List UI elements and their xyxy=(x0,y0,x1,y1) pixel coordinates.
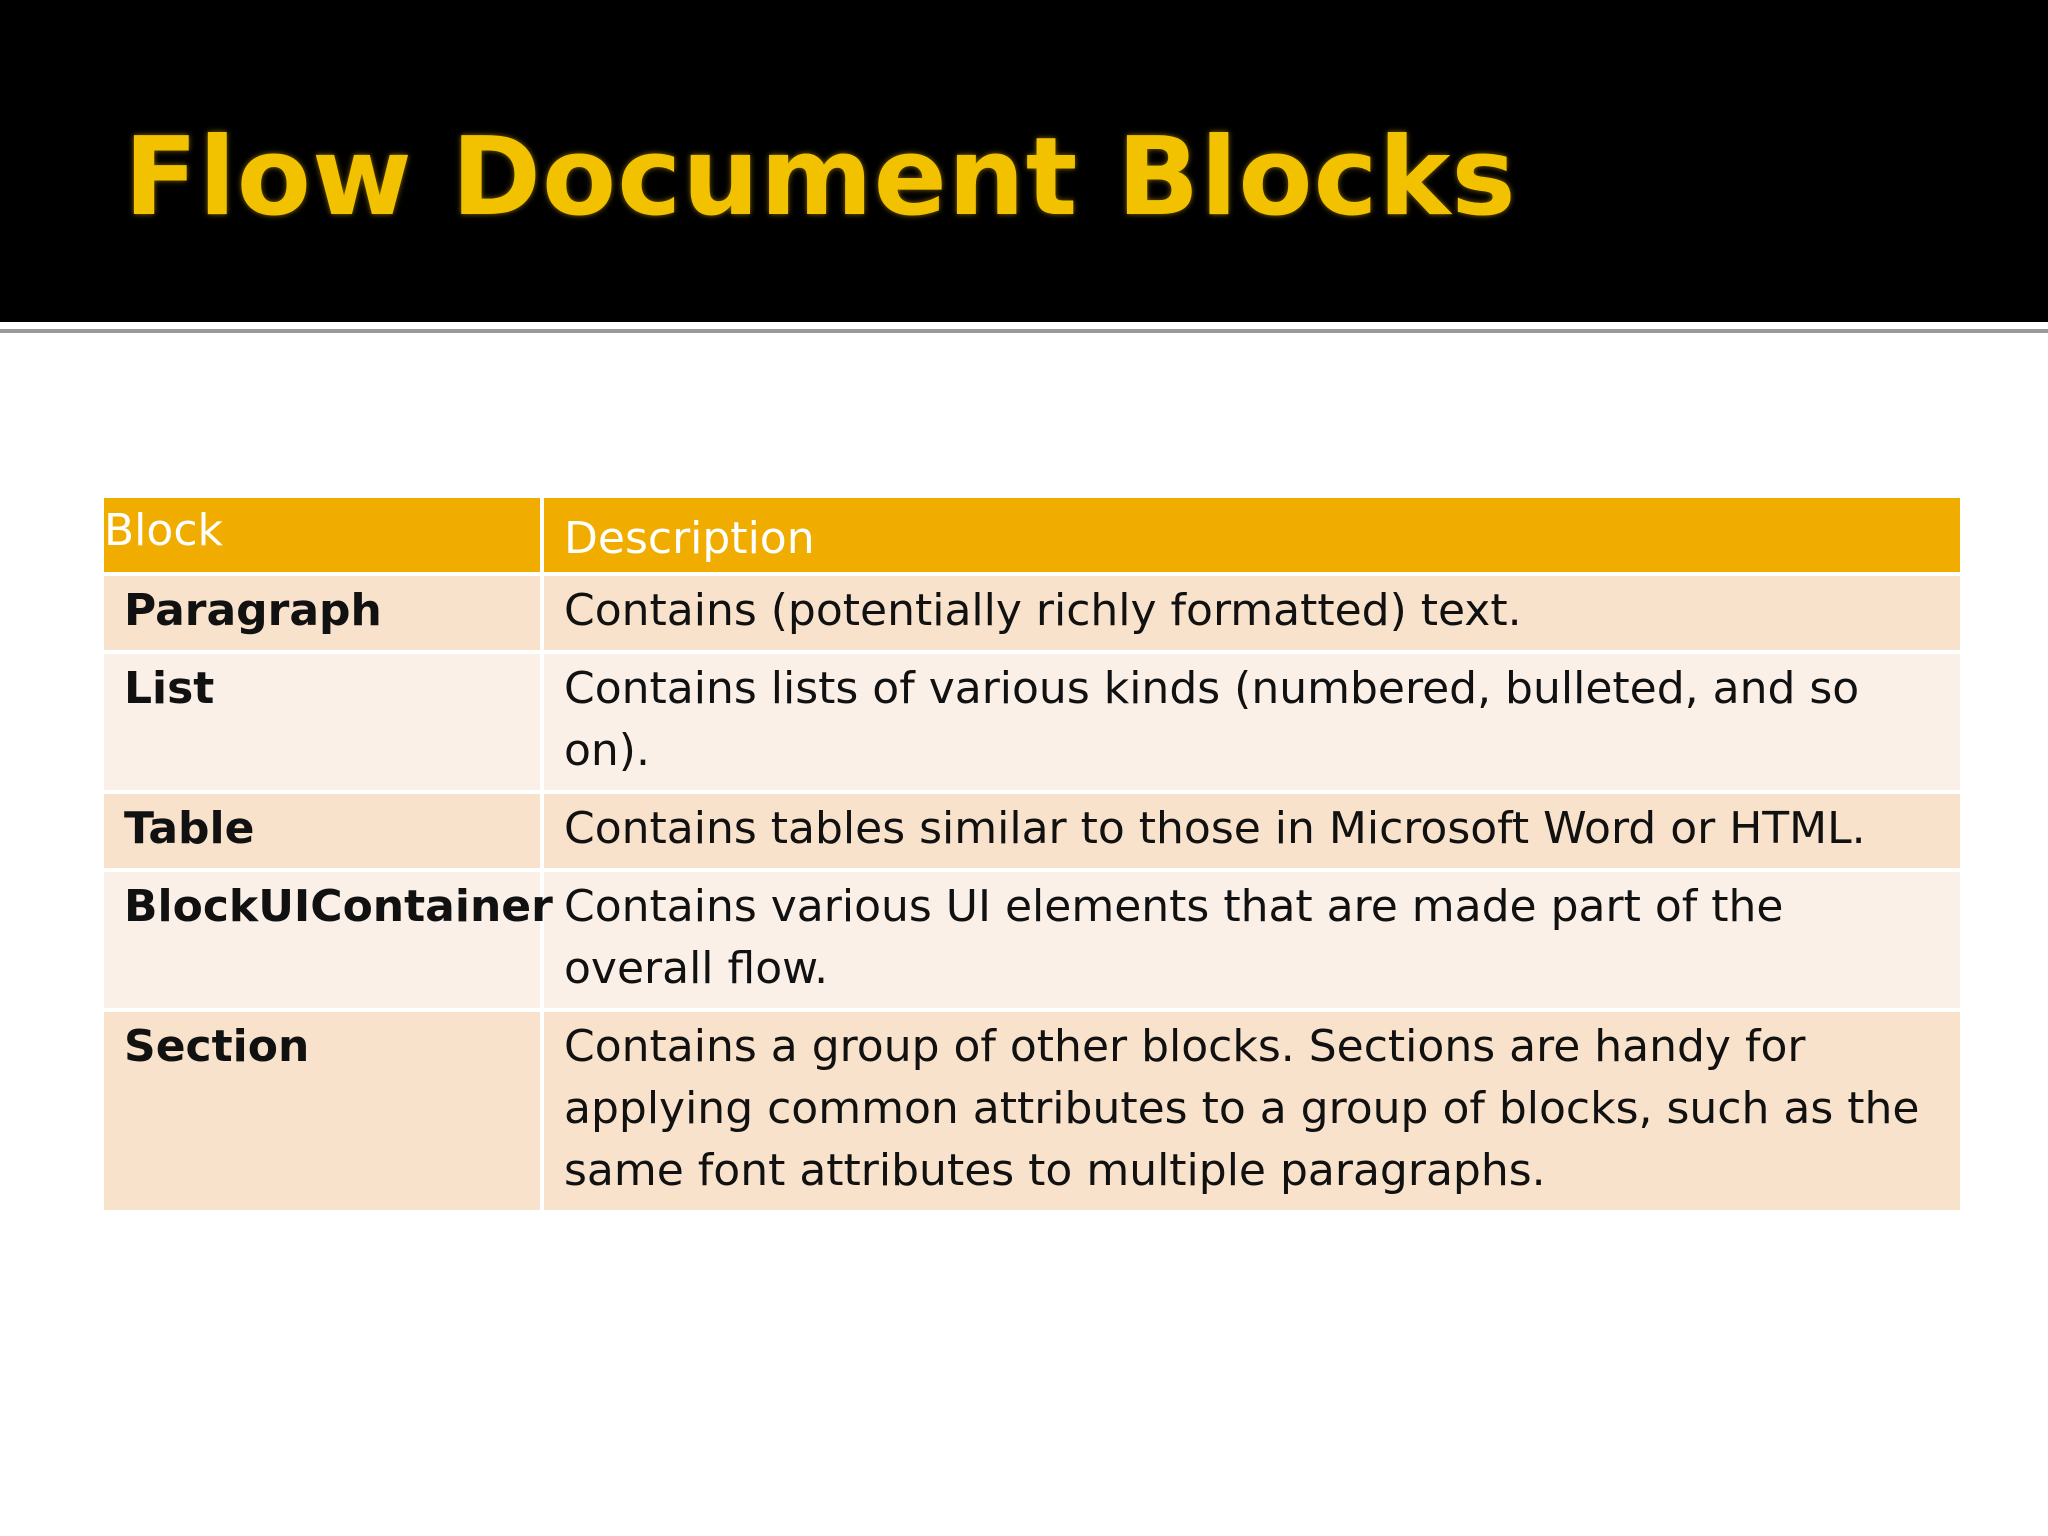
column-header-description: Description xyxy=(544,498,1960,576)
block-name-cell: BlockUIContainer xyxy=(104,872,544,1012)
table-row xyxy=(104,576,1960,654)
blocks-table xyxy=(104,498,1960,1214)
description-cell: Contains various UI elements that are made part of the overall flow. xyxy=(544,872,1960,1012)
block-name-cell: Section xyxy=(104,1012,544,1214)
table-row xyxy=(104,1012,1960,1214)
title-bar xyxy=(0,0,2048,322)
description-cell: Contains lists of various kinds (numbered, bulleted, and so on). xyxy=(544,654,1960,794)
block-name-cell: List xyxy=(104,654,544,794)
table-row xyxy=(104,872,1960,1012)
table-header-row xyxy=(104,498,1960,576)
description-cell: Contains a group of other blocks. Sections are handy for applying common attributes to a group of blocks, such as the same font attributes to multiple paragraphs. xyxy=(544,1012,1960,1214)
description-cell: Contains (potentially richly formatted) text. xyxy=(544,576,1960,654)
table-row xyxy=(104,794,1960,872)
column-header-block: Block xyxy=(104,498,544,576)
description-cell: Contains tables similar to those in Microsoft Word or HTML. xyxy=(544,794,1960,872)
title-divider xyxy=(0,329,2048,333)
table-row xyxy=(104,654,1960,794)
block-name-cell: Table xyxy=(104,794,544,872)
slide-title: Flow Document Blocks xyxy=(124,115,1517,240)
block-name-cell: Paragraph xyxy=(104,576,544,654)
